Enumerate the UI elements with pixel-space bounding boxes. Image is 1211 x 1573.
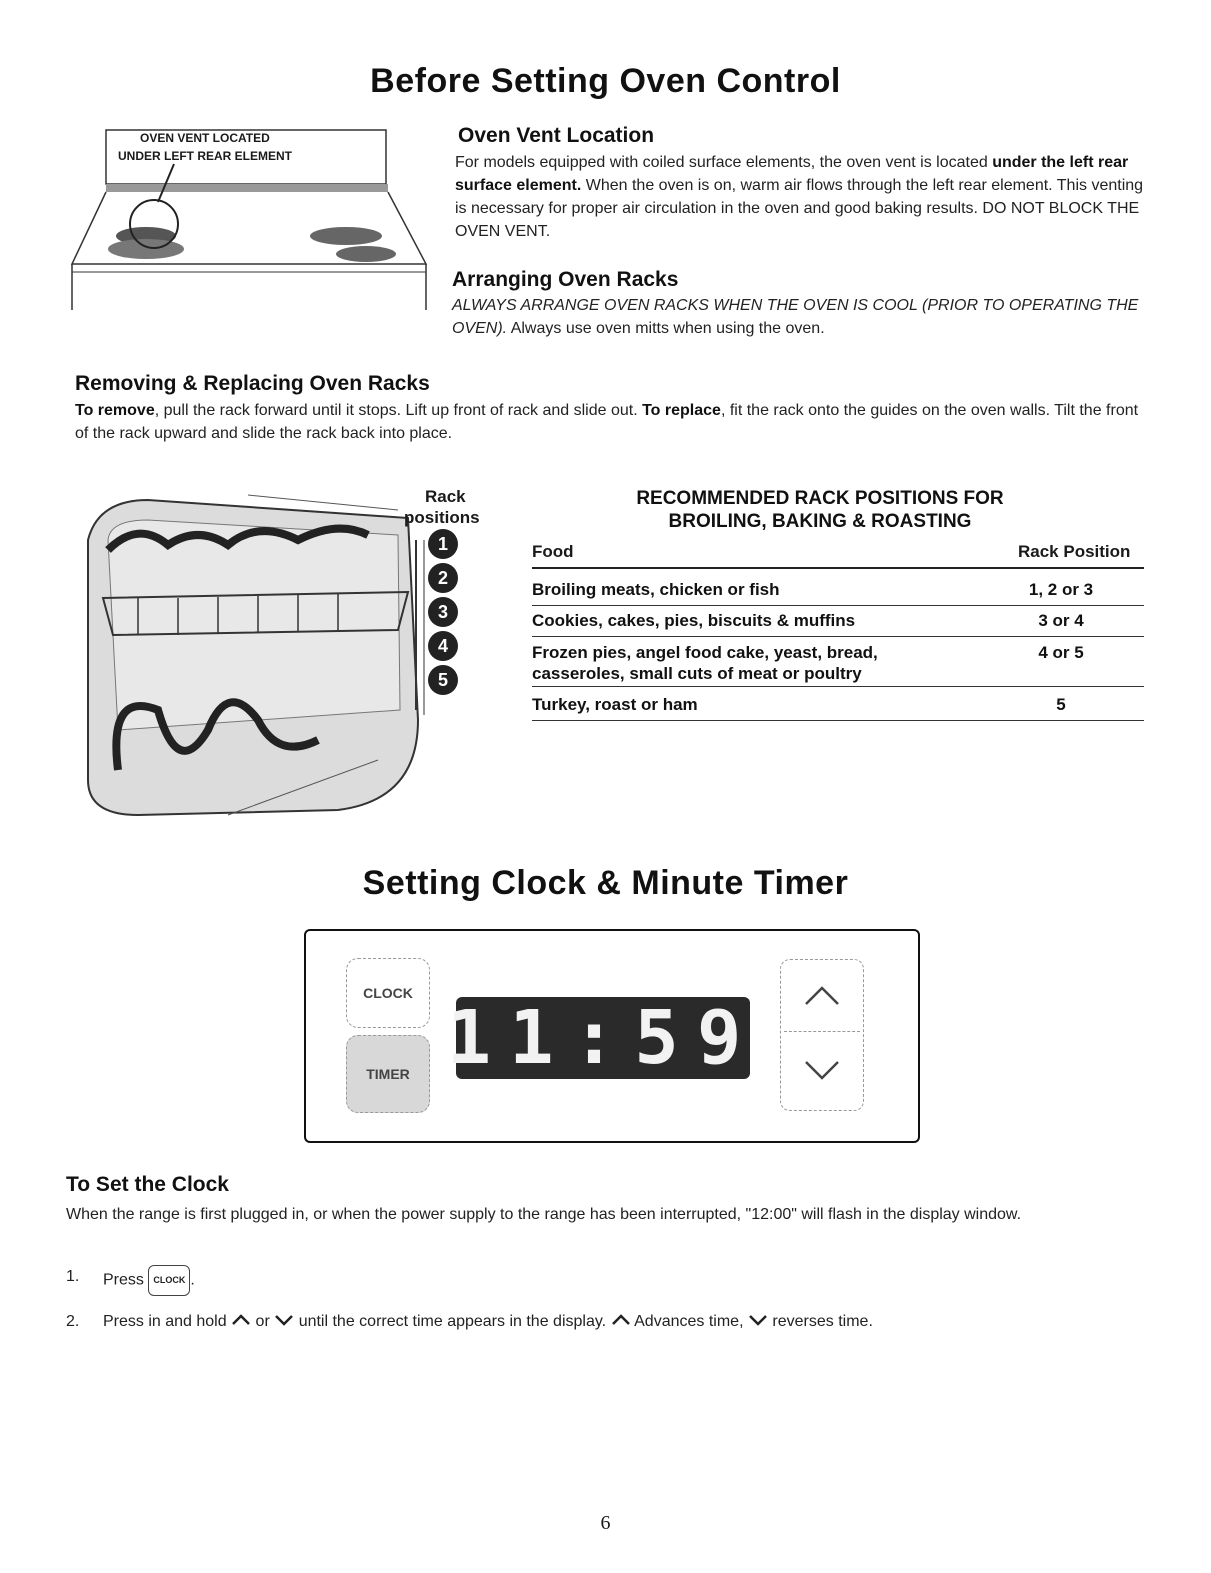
rack-position-3-badge: 3 (428, 597, 458, 627)
oven-vent-text (455, 151, 1147, 243)
rack-table-title-line2: BROILING, BAKING & ROASTING (668, 511, 972, 532)
arranging-heading: Arranging Oven Racks (452, 268, 679, 291)
row-food: Turkey, roast or ham (532, 695, 698, 714)
clock-section-title: Setting Clock & Minute Timer (362, 864, 849, 902)
arranging-text-italic: ALWAYS ARRANGE OVEN RACKS WHEN THE OVEN IS COOL (PRIOR TO OPERATING THE OVEN). (452, 297, 1139, 337)
step-2-a: Press in and hold (103, 1313, 227, 1330)
page-title: Before Setting Oven Control (370, 62, 841, 100)
removing-bold1: To remove (75, 402, 155, 419)
oven-vent-text-bold: under the left rear surface element. (455, 154, 1129, 194)
rack-table-title-line1: RECOMMENDED RACK POSITIONS FOR (636, 488, 1004, 509)
step-1-text: Press (103, 1271, 144, 1289)
arranging-text-rest: Always use oven mitts when using the oven. (507, 320, 825, 337)
removing-bold2: To replace (642, 402, 721, 419)
down-arrow-icon (748, 1314, 768, 1326)
clock-button[interactable]: CLOCK (346, 958, 430, 1028)
step-2-d: Advances time, (634, 1313, 744, 1330)
row-food: Cookies, cakes, pies, biscuits & muffins (532, 611, 856, 630)
row-position: 4 or 5 (1038, 643, 1084, 662)
rack-position-4-badge: 4 (428, 631, 458, 661)
row-position: 5 (1056, 695, 1066, 714)
rack-position-5-badge: 5 (428, 665, 458, 695)
arranging-text (452, 294, 1152, 340)
up-arrow-icon (231, 1314, 251, 1326)
table-row (532, 694, 1144, 721)
rack-position-2-badge: 2 (428, 563, 458, 593)
page-number: 6 (600, 1512, 611, 1534)
removing-text1: , pull the rack forward until it stops. Lift up front of rack and slide out. (154, 402, 643, 419)
step-1-end: . (190, 1271, 195, 1289)
oven-vent-heading: Oven Vent Location (458, 124, 655, 147)
oven-vent-text-part1: For models equipped with coiled surface elements, the oven vent is located (455, 154, 993, 171)
rack-table-header-rule (532, 567, 1144, 569)
rack-label-line2: positions (404, 508, 480, 527)
removing-heading: Removing & Replacing Oven Racks (75, 372, 430, 395)
down-arrow-icon (274, 1314, 294, 1326)
set-clock-intro: When the range is first plugged in, or when the power supply to the range has been interrupted, "12:00" will flash in the display window. (66, 1206, 1022, 1223)
step-2 (103, 1310, 873, 1333)
table-row (532, 610, 1144, 637)
row-position: 1, 2 or 3 (1028, 580, 1094, 599)
up-arrow-button[interactable] (782, 961, 862, 1031)
table-row (532, 579, 1144, 606)
rack-table-header-position: Rack Position (1018, 542, 1131, 561)
step-2-number: 2. (66, 1313, 80, 1330)
vent-label-line2: UNDER LEFT REAR ELEMENT (118, 149, 292, 163)
timer-button[interactable]: TIMER (346, 1035, 430, 1113)
removing-text (75, 399, 1155, 445)
up-arrow-icon (802, 984, 842, 1008)
row-position: 3 or 4 (1038, 611, 1084, 630)
step-1 (103, 1265, 195, 1296)
down-arrow-button[interactable] (782, 1035, 862, 1105)
arrow-divider (784, 1031, 860, 1032)
table-row (532, 642, 1144, 687)
up-arrow-icon (611, 1314, 631, 1326)
step-2-b: or (255, 1313, 270, 1330)
step-2-c: until the correct time appears in the display. (298, 1313, 607, 1330)
vent-label-line1: OVEN VENT LOCATED (140, 131, 270, 145)
control-panel (304, 929, 920, 1143)
row-food: Broiling meats, chicken or fish (532, 580, 780, 599)
oven-vent-text-part2: When the oven is on, warm air flows through the left rear element. This venting is necessary for proper air circulation in the oven and good baking results. DO NOT BLOCK THE OVEN VENT. (455, 177, 1144, 240)
down-arrow-icon (802, 1058, 842, 1082)
display-time: 11:59 (446, 995, 760, 1081)
time-display (446, 995, 760, 1081)
rack-position-1-badge: 1 (428, 529, 458, 559)
step-1-number: 1. (66, 1268, 80, 1285)
row-food: Frozen pies, angel food cake, yeast, bread, (532, 643, 878, 662)
step-2-e: reverses time. (772, 1313, 873, 1330)
rack-label-line1: Rack (425, 487, 466, 506)
removing-text2: , fit the rack onto the guides on the oven walls. Tilt the front of the rack upward and slide the rack back into place. (75, 402, 1139, 442)
inline-clock-key-icon: CLOCK (148, 1265, 190, 1296)
row-food-line2: casseroles, small cuts of meat or poultry (532, 664, 862, 683)
rack-table-header-food: Food (532, 542, 574, 561)
set-clock-heading: To Set the Clock (66, 1173, 229, 1196)
